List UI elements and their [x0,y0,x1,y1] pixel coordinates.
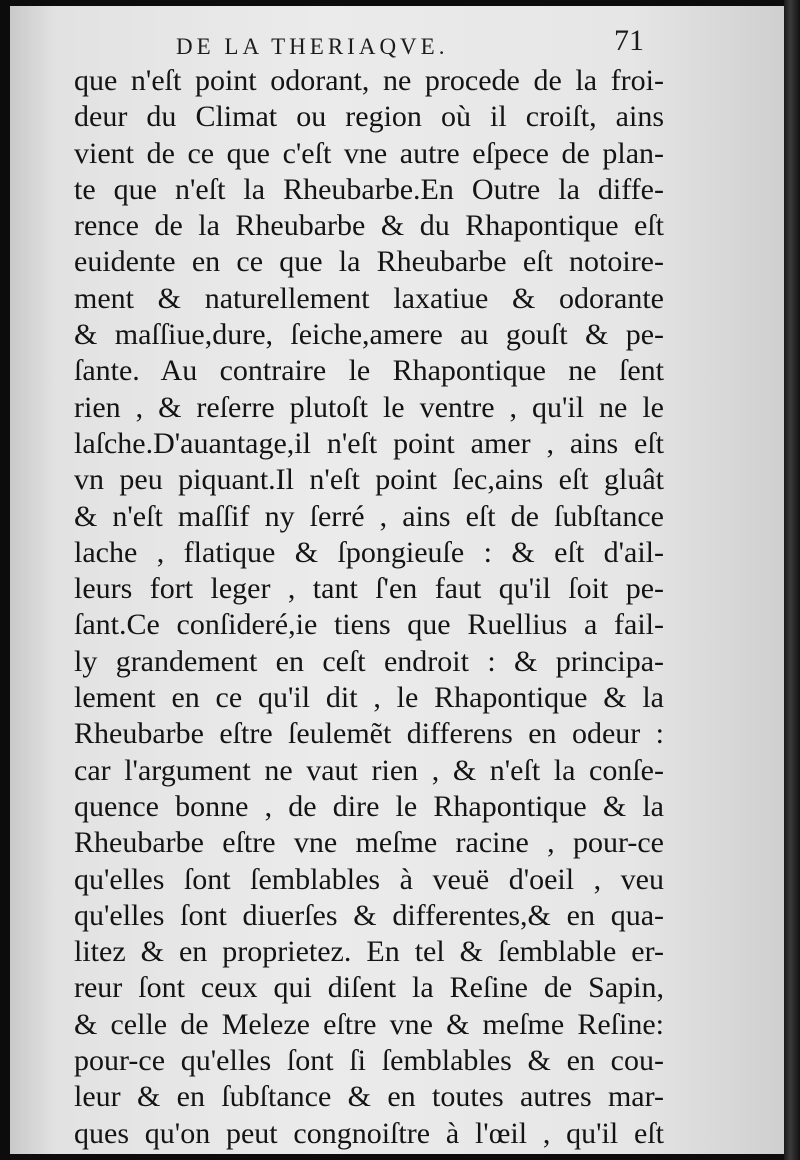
text-line: & maſſiue,dure, ſeiche,amere au gouſt & pe- [74,318,664,352]
text-line: deur du Climat ou region où il croiſt, ains [74,100,664,134]
text-line: litez & en proprietez. En tel & ſemblable er- [74,935,664,969]
running-head: DE LA THERIAQVE. [176,34,449,59]
text-line: leur & en ſubſtance & en toutes autres mar- [74,1080,664,1114]
text-line: lache , flatique & ſpongieuſe : & eſt d'ail- [74,535,664,569]
text-line: que n'eſt point odorant, ne procede de la froi- [74,64,664,97]
text-line: pour-ce qu'elles ſont ſi ſemblables & en cou- [74,1044,664,1078]
text-line: Rheubarbe eſtre ſeulemẽt differens en odeur : [74,717,664,751]
text-line: quence bonne , de dire le Rhapontique & la [74,789,664,823]
text-block [74,63,664,1152]
text-line: leurs fort leger , tant ſ'en faut qu'il ſoit pe- [74,572,664,606]
text-line: lement en ce qu'il dit , le Rhapontique & la [74,681,664,715]
text-line: rence de la Rheubarbe & du Rhapontique eſt [74,209,664,243]
text-line: & celle de Meleze eſtre vne & meſme Reſine: [74,1007,664,1041]
page-number: 71 [614,24,644,57]
text-line: & n'eſt maſſif ny ſerré , ains eſt de ſubſtance [74,499,664,533]
text-line: Rheubarbe eſtre vne meſme racine , pour-ce [74,826,664,860]
text-line: laſche.D'auantage,il n'eſt point amer , ains eſt [74,426,664,460]
text-line: car l'argument ne vaut rien , & n'eſt la conſe- [74,753,664,787]
text-line: ſant.Ce conſideré,ie tiens que Ruellius a fail- [74,608,664,642]
text-line: ment & naturellement laxatiue & odorante [74,281,664,315]
text-line: vient de ce que c'eſt vne autre eſpece de plan- [74,136,664,170]
text-line: rien , & reſerre plutoſt le ventre , qu'il ne le [74,390,664,424]
text-line: qu'elles ſont diuerſes & differentes,& en qua- [74,898,664,932]
text-line: te que n'eſt la Rheubarbe.En Outre la diffe- [74,172,664,206]
text-line: ques qu'on peut congnoiſtre à l'œil , qu'il eſt [74,1116,664,1150]
text-line: euidente en ce que la Rheubarbe eſt notoire- [74,245,664,279]
text-line: vn peu piquant.Il n'eſt point ſec,ains eſt gluât [74,463,664,497]
book-page [10,6,784,1154]
text-line: qu'elles ſont ſemblables à veuë d'oeil , veu [74,862,664,896]
text-line: ly grandement en ceſt endroit : & principa- [74,644,664,678]
text-line: ſante. Au contraire le Rhapontique ne ſent [74,354,664,388]
text-line: reur ſont ceux qui diſent la Reſine de Sapin, [74,971,664,1005]
book-spine-shadow [784,0,800,1160]
